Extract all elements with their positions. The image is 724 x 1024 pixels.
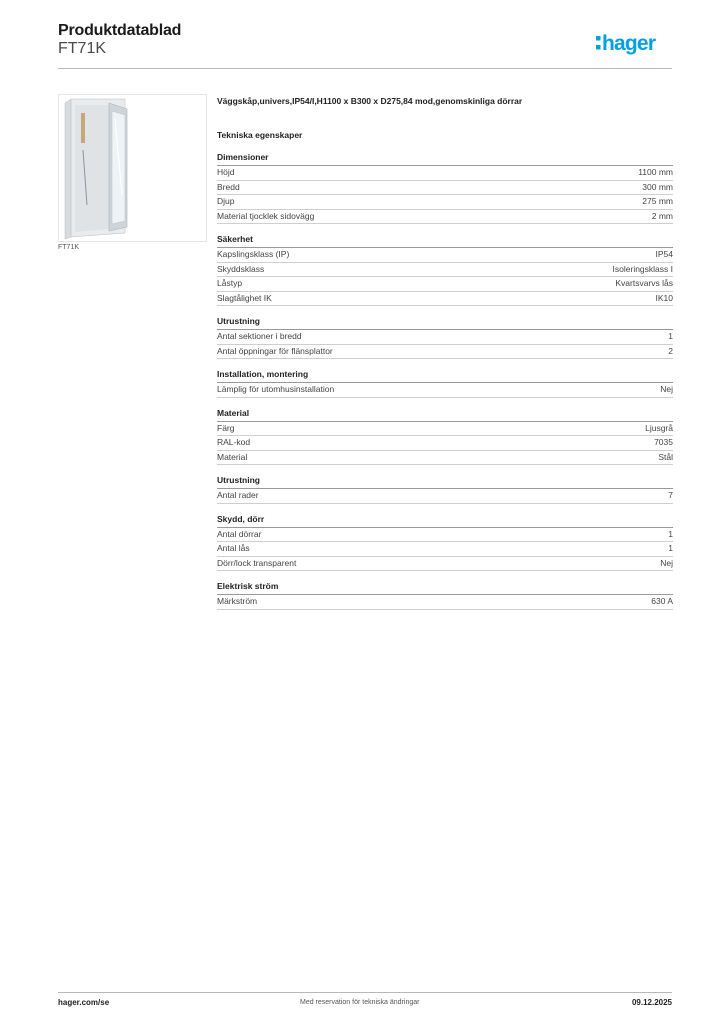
header-divider <box>58 68 672 69</box>
spec-section <box>217 369 673 398</box>
spec-row <box>217 166 673 181</box>
image-caption: FT71K <box>58 244 80 251</box>
section-title: Utrustning <box>217 475 673 489</box>
spec-value: 275 mm <box>642 196 673 206</box>
spec-label: Bredd <box>217 181 240 192</box>
spec-label: Låstyp <box>217 278 243 288</box>
spec-section <box>217 316 673 359</box>
footer-date: 09.12.2025 <box>631 998 672 1007</box>
spec-row <box>217 557 673 572</box>
spec-value: IK10 <box>655 292 673 303</box>
spec-value: 1100 mm <box>638 167 673 177</box>
spec-row <box>217 277 673 292</box>
footer-divider <box>58 992 672 993</box>
spec-label: Höjd <box>217 167 235 177</box>
product-code: FT71K <box>58 40 107 57</box>
spec-label: Material tjocklek sidovägg <box>217 210 315 221</box>
spec-row <box>217 210 673 225</box>
spec-row <box>217 422 673 437</box>
spec-content <box>217 94 673 610</box>
spec-label: Antal rader <box>217 490 259 500</box>
spec-label: Antal dörrar <box>217 528 262 539</box>
section-title: Elektrisk ström <box>217 581 673 595</box>
section-title: Säkerhet <box>217 234 673 248</box>
spec-section <box>217 475 673 504</box>
spec-value: 300 mm <box>642 181 673 192</box>
spec-row <box>217 181 673 196</box>
spec-row <box>217 248 673 263</box>
spec-label: Kapslingsklass (IP) <box>217 249 290 259</box>
spec-row <box>217 330 673 345</box>
section-title: Installation, montering <box>217 369 673 383</box>
spec-row <box>217 595 673 610</box>
spec-value: 7035 <box>654 437 673 447</box>
spec-label: Djup <box>217 196 235 206</box>
spec-value: 7 <box>668 490 673 500</box>
section-title: Material <box>217 408 673 422</box>
spec-label: Antal öppningar för flänsplattor <box>217 345 333 356</box>
product-description: Väggskåp,univers,IP54/I,H1100 x B300 x D275,84 mod,genomskinliga dörrar <box>217 96 523 106</box>
spec-row <box>217 345 673 360</box>
spec-section <box>217 234 673 306</box>
spec-section <box>217 514 673 572</box>
spec-row <box>217 263 673 278</box>
section-title: Utrustning <box>217 316 673 330</box>
spec-value: Ljusgrå <box>645 422 673 433</box>
cabinet-illustration <box>59 95 206 241</box>
footer-disclaimer: Med reservation för tekniska ändringar <box>300 999 420 1006</box>
spec-value: 1 <box>668 331 673 341</box>
spec-value: IP54 <box>655 249 673 259</box>
spec-label: Antal lås <box>217 543 250 553</box>
spec-value: Nej <box>660 384 673 394</box>
tech-heading: Tekniska egenskaper <box>217 130 303 140</box>
spec-row <box>217 451 673 466</box>
spec-label: Antal sektioner i bredd <box>217 331 302 341</box>
spec-value: Stål <box>658 451 673 462</box>
spec-label: Slagtålighet IK <box>217 292 272 303</box>
spec-row <box>217 383 673 398</box>
spec-sections <box>217 152 673 610</box>
page-title: Produktdatablad <box>58 22 182 39</box>
spec-row <box>217 195 673 210</box>
spec-row <box>217 292 673 307</box>
product-image <box>58 94 207 242</box>
spec-row <box>217 528 673 543</box>
spec-value: Isoleringsklass I <box>612 263 673 274</box>
spec-value: 1 <box>668 543 673 553</box>
spec-row <box>217 436 673 451</box>
spec-row <box>217 542 673 557</box>
spec-section <box>217 408 673 466</box>
spec-value: 2 <box>668 345 673 356</box>
spec-value: Kvartsvarvs lås <box>615 278 673 288</box>
spec-section <box>217 152 673 224</box>
spec-value: 1 <box>668 528 673 539</box>
hager-logo <box>594 24 674 60</box>
spec-row <box>217 489 673 504</box>
spec-label: Lämplig för utomhusinstallation <box>217 384 335 394</box>
spec-label: Dörr/lock transparent <box>217 557 297 568</box>
section-title: Skydd, dörr <box>217 514 673 528</box>
spec-value: Nej <box>660 557 673 568</box>
spec-label: Färg <box>217 422 235 433</box>
spec-label: RAL-kod <box>217 437 251 447</box>
section-title: Dimensioner <box>217 152 673 166</box>
spec-label: Material <box>217 451 248 462</box>
spec-value: 2 mm <box>651 210 673 221</box>
logo-text: hager <box>602 32 656 55</box>
spec-value: 630 A <box>651 596 673 606</box>
spec-section <box>217 581 673 610</box>
spec-label: Skyddsklass <box>217 263 265 274</box>
footer-website-link[interactable]: hager.com/se <box>58 998 110 1007</box>
spec-label: Märkström <box>217 596 258 606</box>
